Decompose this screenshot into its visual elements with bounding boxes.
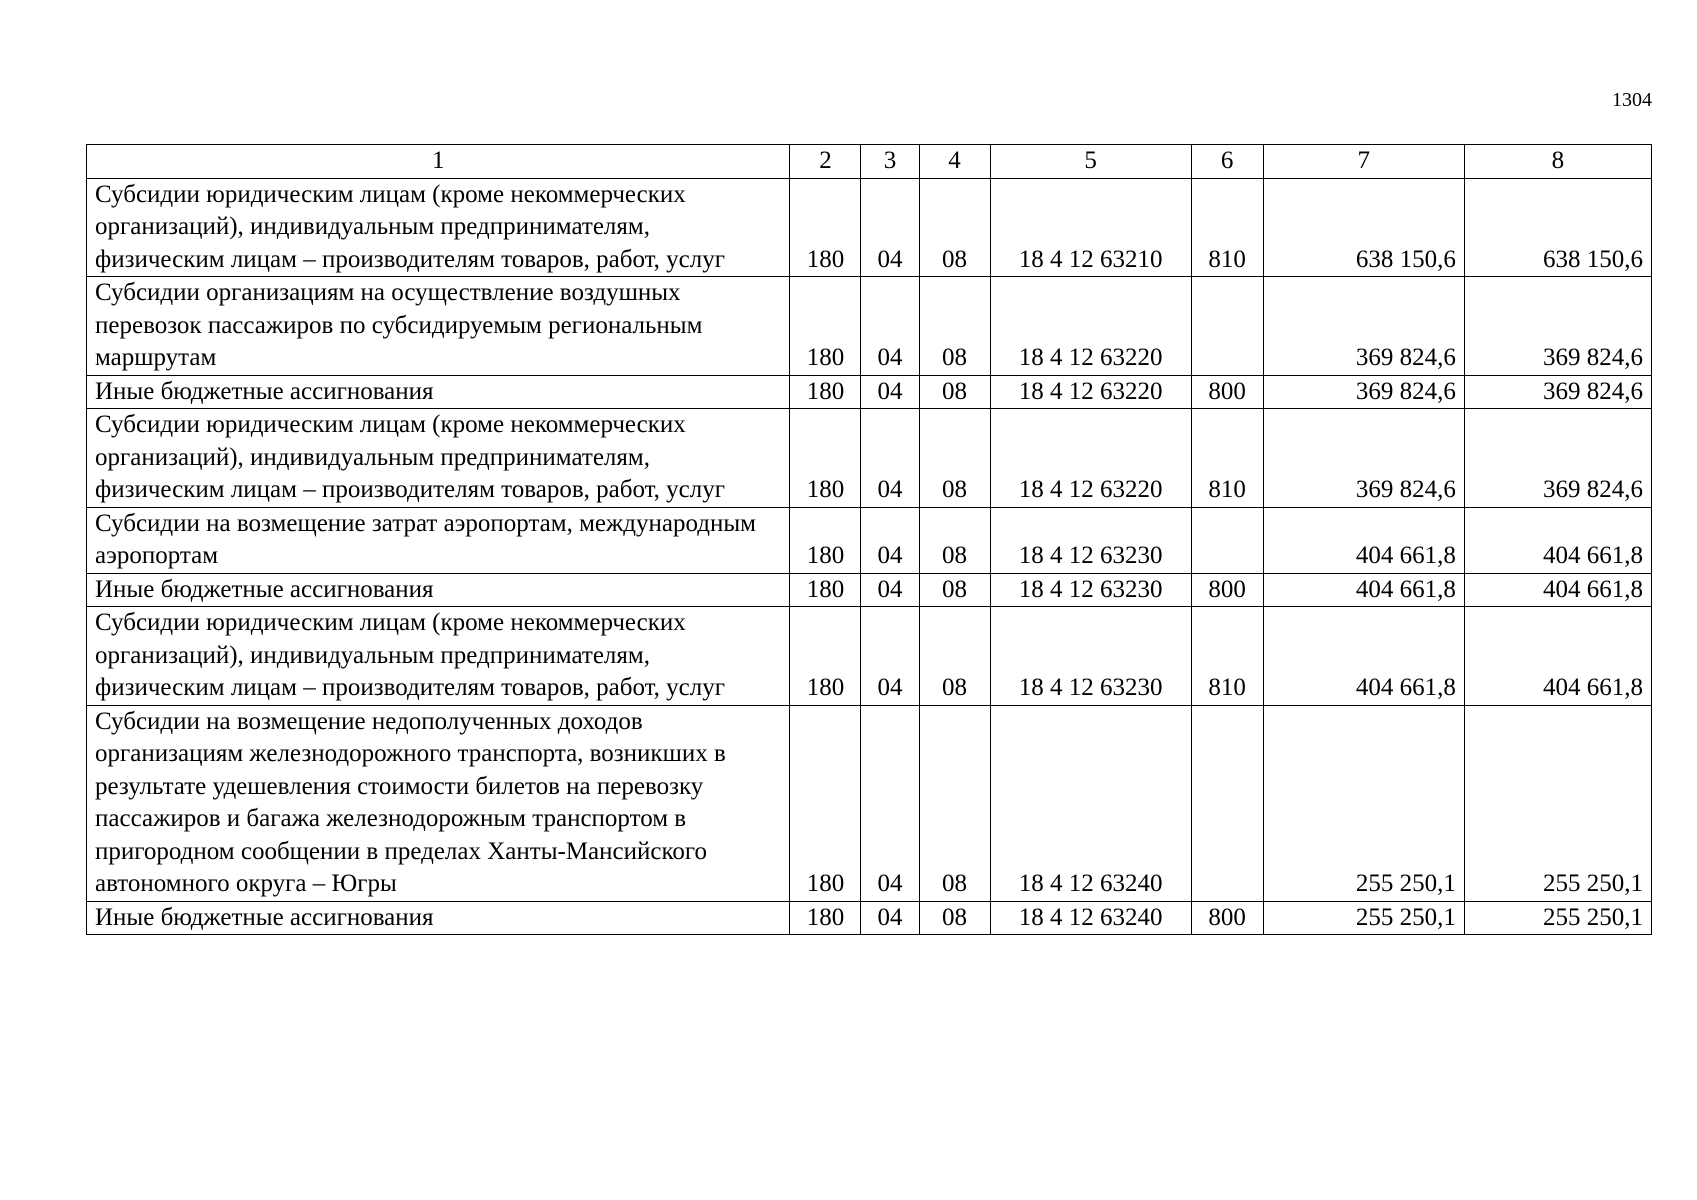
name-cell: Субсидии организациям на осуществление воздушных перевозок пассажиров по субсидируемым региональным маршрутам	[87, 277, 790, 376]
table-row	[87, 178, 1652, 277]
admin-code-cell: 180	[790, 277, 861, 376]
target-article-cell: 18 4 12 63220	[990, 375, 1191, 409]
admin-code-cell: 180	[790, 375, 861, 409]
amount-cell: 255 250,1	[1263, 901, 1464, 935]
amount-total-cell: 369 824,6	[1464, 409, 1651, 508]
amount-total-cell: 404 661,8	[1464, 507, 1651, 573]
expense-type-cell: 810	[1191, 607, 1263, 706]
target-article-cell: 18 4 12 63210	[990, 178, 1191, 277]
subsection-cell: 08	[919, 375, 990, 409]
target-article-cell: 18 4 12 63240	[990, 705, 1191, 901]
table-row	[87, 507, 1652, 573]
expense-type-cell: 800	[1191, 375, 1263, 409]
table-row	[87, 573, 1652, 607]
expense-type-cell	[1191, 705, 1263, 901]
table-row	[87, 607, 1652, 706]
page-number: 1304	[1612, 89, 1652, 111]
admin-code-cell: 180	[790, 178, 861, 277]
amount-cell: 638 150,6	[1263, 178, 1464, 277]
section-cell: 04	[861, 178, 919, 277]
admin-code-cell: 180	[790, 901, 861, 935]
target-article-cell: 18 4 12 63230	[990, 507, 1191, 573]
amount-total-cell: 369 824,6	[1464, 277, 1651, 376]
amount-cell: 404 661,8	[1263, 607, 1464, 706]
subsection-cell: 08	[919, 277, 990, 376]
name-cell: Субсидии юридическим лицам (кроме некоммерческих организаций), индивидуальным предпринимателям, физическим лицам – производителям товаров, работ, услуг	[87, 178, 790, 277]
subsection-cell: 08	[919, 705, 990, 901]
target-article-cell: 18 4 12 63240	[990, 901, 1191, 935]
expense-type-cell: 800	[1191, 901, 1263, 935]
subsection-cell: 08	[919, 901, 990, 935]
amount-cell: 369 824,6	[1263, 409, 1464, 508]
expense-type-cell	[1191, 277, 1263, 376]
section-cell: 04	[861, 901, 919, 935]
section-cell: 04	[861, 507, 919, 573]
header-cell-4: 4	[919, 145, 990, 179]
amount-total-cell: 255 250,1	[1464, 901, 1651, 935]
name-cell: Иные бюджетные ассигнования	[87, 901, 790, 935]
header-cell-1: 1	[87, 145, 790, 179]
target-article-cell: 18 4 12 63220	[990, 409, 1191, 508]
name-cell: Иные бюджетные ассигнования	[87, 573, 790, 607]
table-row	[87, 705, 1652, 901]
section-cell: 04	[861, 277, 919, 376]
admin-code-cell: 180	[790, 705, 861, 901]
amount-total-cell: 404 661,8	[1464, 607, 1651, 706]
table-row	[87, 901, 1652, 935]
name-cell: Субсидии на возмещение недополученных доходов организациям железнодорожного транспорта, возникших в результате удешевления стоимости билетов на перевозку пассажиров и багажа железнодорожным транспортом в пригородном сообщении в пределах Ханты-Мансийского автономного округа – Югры	[87, 705, 790, 901]
amount-total-cell: 404 661,8	[1464, 573, 1651, 607]
target-article-cell: 18 4 12 63230	[990, 573, 1191, 607]
header-cell-2: 2	[790, 145, 861, 179]
subsection-cell: 08	[919, 607, 990, 706]
amount-total-cell: 638 150,6	[1464, 178, 1651, 277]
expense-type-cell: 800	[1191, 573, 1263, 607]
name-cell: Субсидии юридическим лицам (кроме некоммерческих организаций), индивидуальным предпринимателям, физическим лицам – производителям товаров, работ, услуг	[87, 409, 790, 508]
amount-cell: 369 824,6	[1263, 277, 1464, 376]
subsection-cell: 08	[919, 573, 990, 607]
amount-cell: 255 250,1	[1263, 705, 1464, 901]
section-cell: 04	[861, 375, 919, 409]
name-cell: Субсидии на возмещение затрат аэропортам, международным аэропортам	[87, 507, 790, 573]
budget-table	[86, 144, 1652, 935]
header-cell-7: 7	[1263, 145, 1464, 179]
expense-type-cell	[1191, 507, 1263, 573]
admin-code-cell: 180	[790, 607, 861, 706]
subsection-cell: 08	[919, 409, 990, 508]
amount-total-cell: 255 250,1	[1464, 705, 1651, 901]
table-row	[87, 375, 1652, 409]
target-article-cell: 18 4 12 63220	[990, 277, 1191, 376]
amount-total-cell: 369 824,6	[1464, 375, 1651, 409]
target-article-cell: 18 4 12 63230	[990, 607, 1191, 706]
table-header-row	[87, 145, 1652, 179]
expense-type-cell: 810	[1191, 178, 1263, 277]
admin-code-cell: 180	[790, 409, 861, 508]
header-cell-3: 3	[861, 145, 919, 179]
section-cell: 04	[861, 705, 919, 901]
name-cell: Иные бюджетные ассигнования	[87, 375, 790, 409]
amount-cell: 404 661,8	[1263, 573, 1464, 607]
amount-cell: 369 824,6	[1263, 375, 1464, 409]
header-cell-8: 8	[1464, 145, 1651, 179]
admin-code-cell: 180	[790, 507, 861, 573]
section-cell: 04	[861, 409, 919, 508]
table-body	[87, 178, 1652, 935]
amount-cell: 404 661,8	[1263, 507, 1464, 573]
section-cell: 04	[861, 607, 919, 706]
table-row	[87, 277, 1652, 376]
subsection-cell: 08	[919, 507, 990, 573]
table-row	[87, 409, 1652, 508]
expense-type-cell: 810	[1191, 409, 1263, 508]
name-cell: Субсидии юридическим лицам (кроме некоммерческих организаций), индивидуальным предпринимателям, физическим лицам – производителям товаров, работ, услуг	[87, 607, 790, 706]
header-cell-5: 5	[990, 145, 1191, 179]
section-cell: 04	[861, 573, 919, 607]
header-cell-6: 6	[1191, 145, 1263, 179]
subsection-cell: 08	[919, 178, 990, 277]
admin-code-cell: 180	[790, 573, 861, 607]
